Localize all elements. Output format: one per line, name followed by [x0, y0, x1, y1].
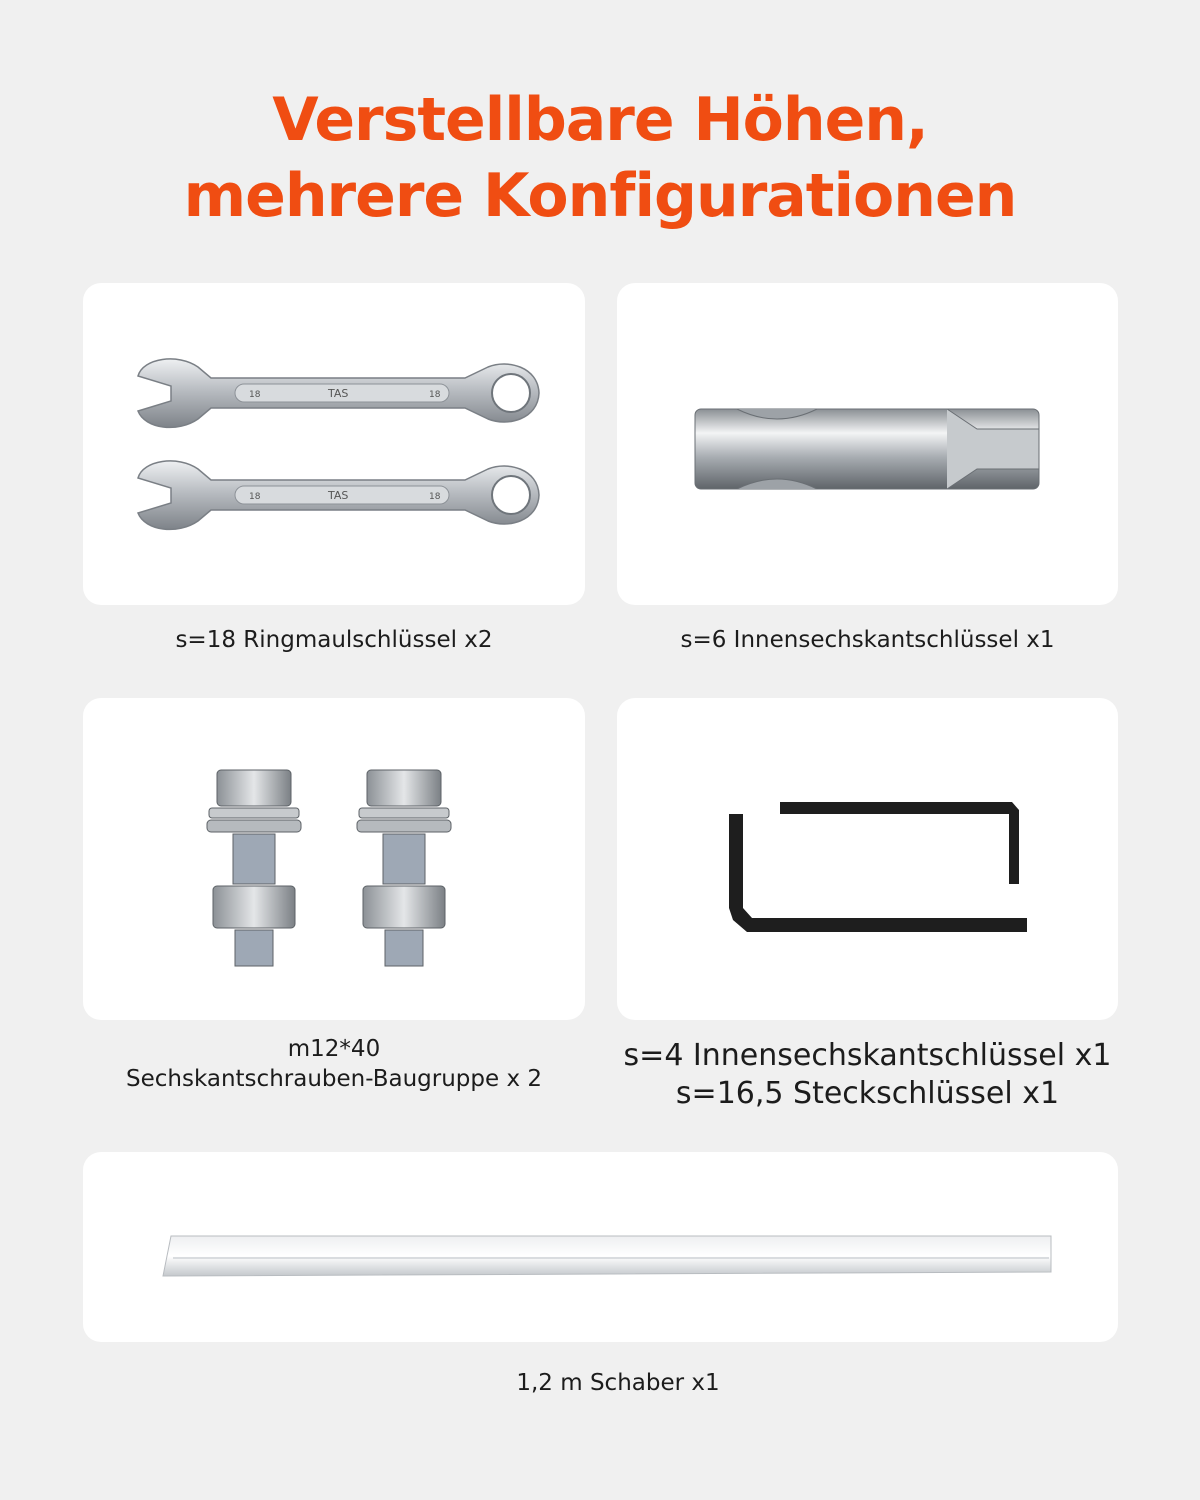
title-line-1: Verstellbare Höhen,	[272, 85, 928, 155]
scraper-bar-icon	[83, 1152, 1118, 1342]
caption-socket: s=6 Innensechskantschlüssel x1	[680, 627, 1055, 653]
caption-bolts: m12*40 Sechskantschrauben-Baugruppe x 2	[126, 1036, 542, 1092]
caption-scraper: 1,2 m Schaber x1	[516, 1370, 720, 1396]
svg-text:TAS: TAS	[328, 387, 349, 400]
svg-text:18: 18	[249, 390, 261, 400]
wrench-top	[138, 359, 539, 427]
bolt-right	[357, 770, 451, 966]
title-line-2: mehrere Konfigurationen	[183, 161, 1017, 231]
combination-wrench-icon	[83, 283, 585, 605]
product-card-allen-keys	[617, 698, 1118, 1020]
svg-text:18: 18	[429, 492, 441, 502]
page-title	[0, 82, 1200, 234]
bolt-left	[207, 770, 301, 966]
allen-key-icon	[617, 698, 1118, 1020]
svg-text:TAS: TAS	[328, 489, 349, 502]
caption-wrenches: s=18 Ringmaulschlüssel x2	[175, 627, 493, 653]
product-card-bolts	[83, 698, 585, 1020]
hex-socket-wrench-icon	[617, 283, 1118, 605]
product-card-socket	[617, 283, 1118, 605]
svg-text:18: 18	[249, 492, 261, 502]
product-card-scraper	[83, 1152, 1118, 1342]
svg-text:18: 18	[429, 390, 441, 400]
caption-allen-keys: s=4 Innensechskantschlüssel x1 s=16,5 Steckschlüssel x1	[623, 1038, 1112, 1111]
product-card-wrenches	[83, 283, 585, 605]
wrench-bottom	[138, 461, 539, 529]
hex-bolt-assembly-icon	[83, 698, 585, 1020]
